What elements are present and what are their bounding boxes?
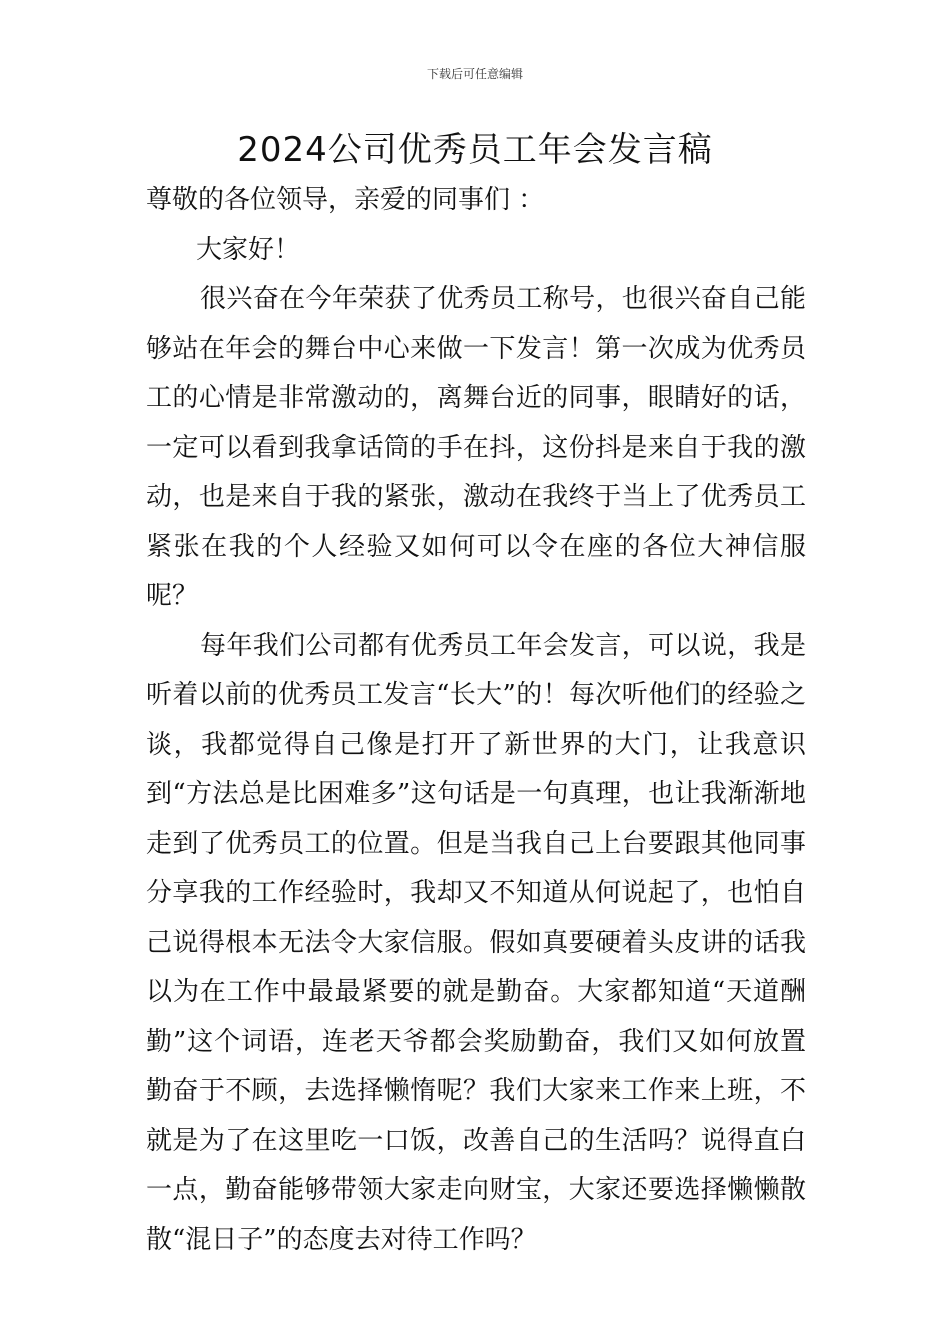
salutation: 尊敬的各位领导，亲爱的同事们 ：: [146, 185, 545, 215]
header-note: 下载后可任意编辑: [426, 67, 523, 81]
paragraph-1: 很兴奋在今年荣获了优秀员工称号，也很兴奋自己能够站在年会的舞台中心来做一下发言！第一次成为优秀员工的心情是非常激动的，离舞台近的同事，眼睛好的话，一定可以看到我拿话筒的手在抖，这份抖是来自于我的激动，也是来自于我的紧张，激动在我终于当上了优秀员工紧张在我的个人经验又如何可以令在座的各位大神信服呢？: [146, 284, 806, 611]
document-title: 2024公司优秀员工年会发言稿: [237, 130, 713, 170]
paragraph-greeting: 大家好！: [196, 234, 301, 265]
paragraph-2: 每年我们公司都有优秀员工年会发言，可以说，我是听着以前的优秀员工发言“长大”的！每次听他们的经验之谈，我都觉得自己像是打开了新世界的大门，让我意识到“方法总是比困难多”这句话是一句真理，也让我渐渐地走到了优秀员工的位置。但是当我自己上台要跟其他同事分享我的工作经验时，我却又不知道从何说起了，也怕自己说得根本无法令大家信服。假如真要硬着头皮讲的话我以为在工作中最最紧要的就是勤奋。大家都知道“天道酬勤”这个词语，连老天爷都会奖励勤奋，我们又如何放置勤奋于不顾，去选择懒惰呢？我们大家来工作来上班，不就是为了在这里吃一口饭，改善自己的生活吗？说得直白一点，勤奋能够带领大家走向财宝，大家还要选择懒懒散散“混日子”的态度去对待工作吗？: [146, 630, 806, 1255]
document-body: [146, 176, 806, 1265]
